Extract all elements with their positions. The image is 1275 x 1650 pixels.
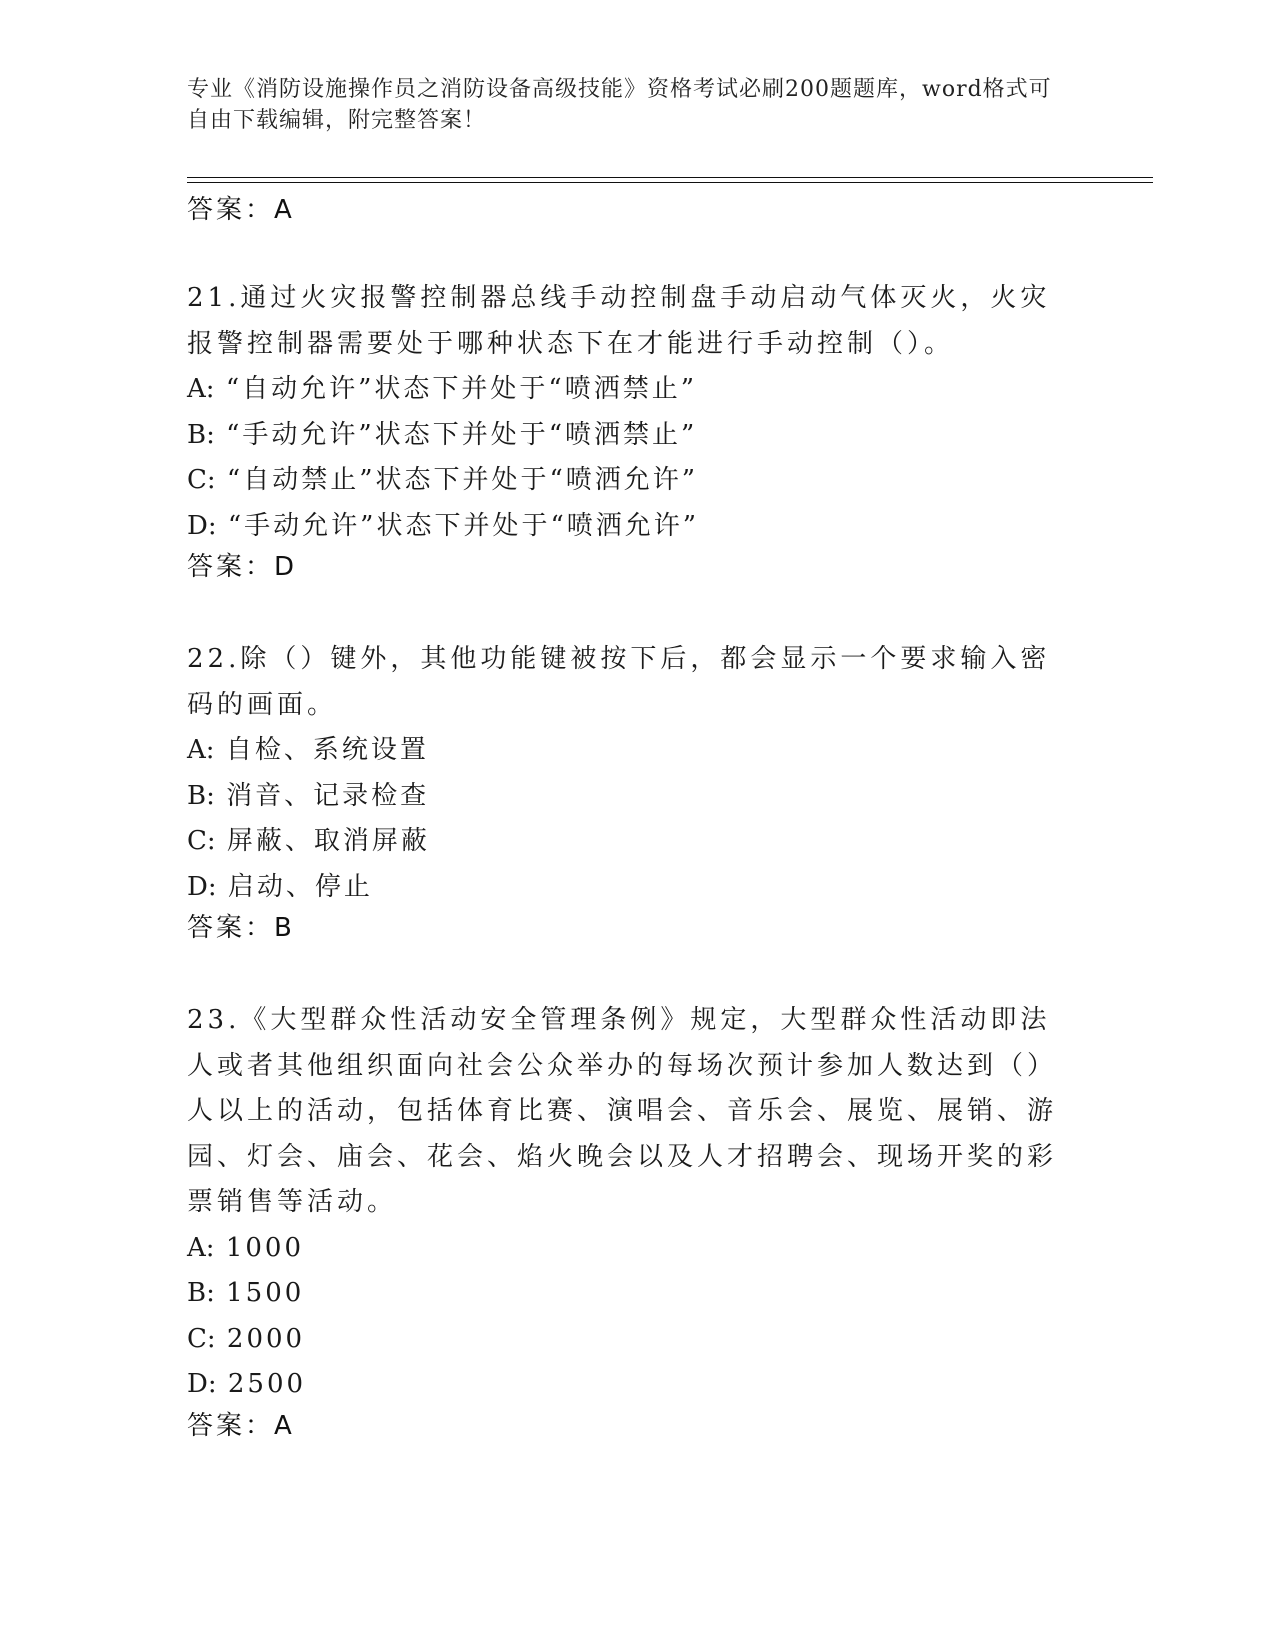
answer-line (187, 910, 1087, 946)
answer-label: 答案： (187, 552, 275, 582)
option-d (187, 865, 1087, 911)
question-stem: 21.通过火灾报警控制器总线手动控制盘手动启动气体灭火，火灾报警控制器需要处于哪种状态下在才能进行手动控制（）。 (187, 283, 1051, 359)
question-block (187, 998, 1087, 1444)
option-a (187, 728, 1087, 774)
option-d (187, 504, 1087, 550)
option-text: “自动禁止”状态下并处于“喷洒允许” (226, 465, 699, 495)
document-header: 专业《消防设施操作员之消防设备高级技能》资格考试必刷200题题库，word格式可自由下载编辑，附完整答案！ (187, 77, 1052, 133)
answer-value: A (274, 1410, 292, 1441)
answer-value: D (274, 552, 295, 582)
option-d (187, 1362, 1087, 1408)
answer-value: B (274, 913, 292, 943)
header-rule-bottom (187, 182, 1153, 183)
option-text: 2000 (226, 1323, 306, 1354)
option-key: D: (187, 871, 217, 902)
question-block (187, 276, 1087, 585)
option-b (187, 774, 1087, 820)
question-list (187, 192, 1087, 1496)
answer-label: 答案： (187, 913, 275, 943)
option-text: 启动、停止 (227, 871, 373, 902)
option-key: B: (187, 419, 215, 450)
option-key: C: (187, 826, 216, 856)
option-key: A: (187, 735, 215, 765)
option-key: C: (187, 1323, 216, 1354)
option-text: “手动允许”状态下并处于“喷洒允许” (227, 510, 700, 541)
option-key: A: (187, 1232, 215, 1263)
option-text: 1000 (225, 1232, 304, 1263)
answer-line (187, 1408, 1087, 1444)
option-c (187, 819, 1087, 865)
option-key: A: (187, 374, 215, 404)
option-key: D: (187, 1369, 217, 1399)
answer-label: 答案： (187, 195, 275, 225)
option-c (187, 1317, 1087, 1363)
option-text: “手动允许”状态下并处于“喷洒禁止” (226, 419, 698, 450)
option-key: B: (187, 780, 215, 811)
option-text: “自动允许”状态下并处于“喷洒禁止” (225, 374, 697, 404)
question-stem: 22.除（）键外，其他功能键被按下后，都会显示一个要求输入密码的画面。 (187, 644, 1051, 720)
option-text: 屏蔽、取消屏蔽 (226, 826, 430, 856)
option-key: B: (187, 1278, 215, 1308)
answer-label: 答案： (187, 1410, 275, 1441)
option-key: D: (187, 510, 217, 541)
option-b (187, 1271, 1087, 1317)
option-a (187, 367, 1087, 413)
option-text: 1500 (226, 1278, 305, 1308)
answer-value: A (274, 195, 292, 225)
question-block (187, 637, 1087, 946)
question-stem: 23.《大型群众性活动安全管理条例》规定，大型群众性活动即法人或者其他组织面向社会公众举办的每场次预计参加人数达到（）人以上的活动，包括体育比赛、演唱会、音乐会、展览、展销、游园、灯会、庙会、花会、焰火晚会以及人才招聘会、现场开奖的彩票销售等活动。 (187, 1005, 1058, 1217)
answer-line (187, 192, 1087, 228)
option-c (187, 458, 1087, 504)
option-text: 2500 (227, 1369, 307, 1399)
answer-line (187, 549, 1087, 585)
header-rule-top (187, 177, 1153, 178)
option-a (187, 1226, 1087, 1272)
option-key: C: (187, 465, 216, 495)
option-text: 消音、记录检查 (226, 780, 430, 811)
option-text: 自检、系统设置 (225, 735, 429, 765)
option-b (187, 413, 1087, 459)
